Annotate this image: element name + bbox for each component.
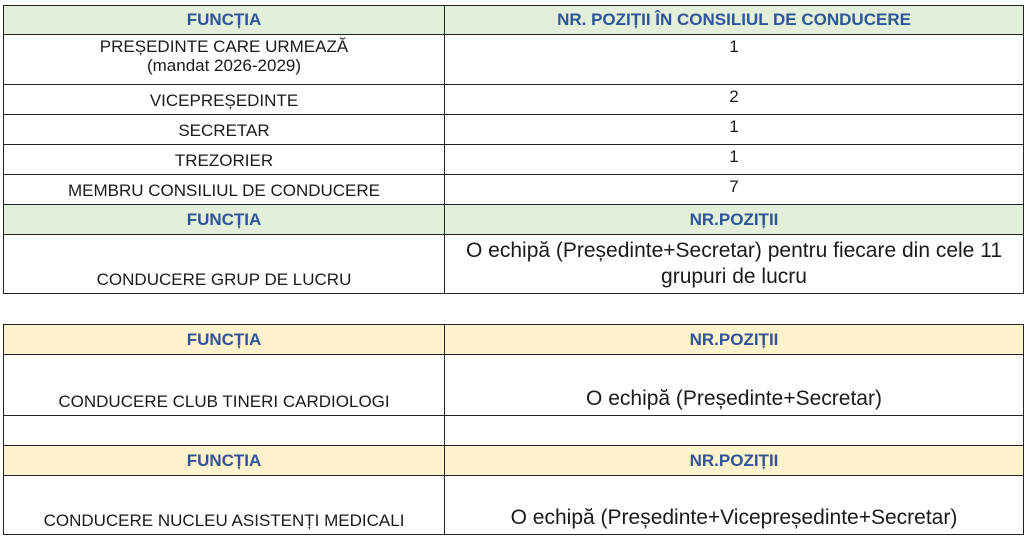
table-row [4, 355, 1024, 416]
header-positions: NR.POZIȚII [445, 205, 1024, 235]
function-cell: VICEPREȘEDINTE [4, 85, 445, 115]
table-row [4, 476, 1024, 535]
header-positions: NR.POZIȚII [445, 325, 1024, 355]
function-cell: TREZORIER [4, 145, 445, 175]
table-row [4, 175, 1024, 205]
function-title: PREȘEDINTE CARE URMEAZĂ [99, 37, 349, 56]
function-cell: MEMBRU CONSILIUL DE CONDUCERE [4, 175, 445, 205]
header-positions: NR.POZIȚII [445, 446, 1024, 476]
other-positions-table [3, 324, 1024, 535]
positions-description: O echipă (Președinte+Vicepreședinte+Secretar) [445, 476, 1024, 535]
header-function: FUNCȚIA [4, 6, 445, 35]
table-row [4, 35, 1024, 85]
function-cell [4, 35, 445, 85]
table-row [4, 115, 1024, 145]
function-cell: SECRETAR [4, 115, 445, 145]
table-row [4, 416, 1024, 446]
positions-description: O echipă (Președinte+Secretar) [445, 355, 1024, 416]
header-function: FUNCȚIA [4, 446, 445, 476]
table-row [4, 235, 1024, 294]
function-subtitle: (mandat 2026-2029) [146, 56, 302, 75]
positions-count: 7 [445, 175, 1024, 205]
positions-count: 1 [445, 115, 1024, 145]
header-function: FUNCȚIA [4, 205, 445, 235]
table-row [4, 145, 1024, 175]
positions-count: 1 [445, 145, 1024, 175]
council-positions-table [3, 5, 1024, 294]
function-cell: CONDUCERE CLUB TINERI CARDIOLOGI [4, 355, 445, 416]
empty-cell [4, 416, 445, 446]
table-row [4, 85, 1024, 115]
function-cell: CONDUCERE GRUP DE LUCRU [4, 235, 445, 294]
function-cell: CONDUCERE NUCLEU ASISTENȚI MEDICALI [4, 476, 445, 535]
positions-description: O echipă (Președinte+Secretar) pentru fiecare din cele 11 grupuri de lucru [445, 235, 1024, 294]
header-positions-council: NR. POZIȚII ÎN CONSILIUL DE CONDUCERE [445, 6, 1024, 35]
positions-count: 1 [445, 35, 1024, 85]
header-function: FUNCȚIA [4, 325, 445, 355]
positions-count: 2 [445, 85, 1024, 115]
empty-cell [445, 416, 1024, 446]
